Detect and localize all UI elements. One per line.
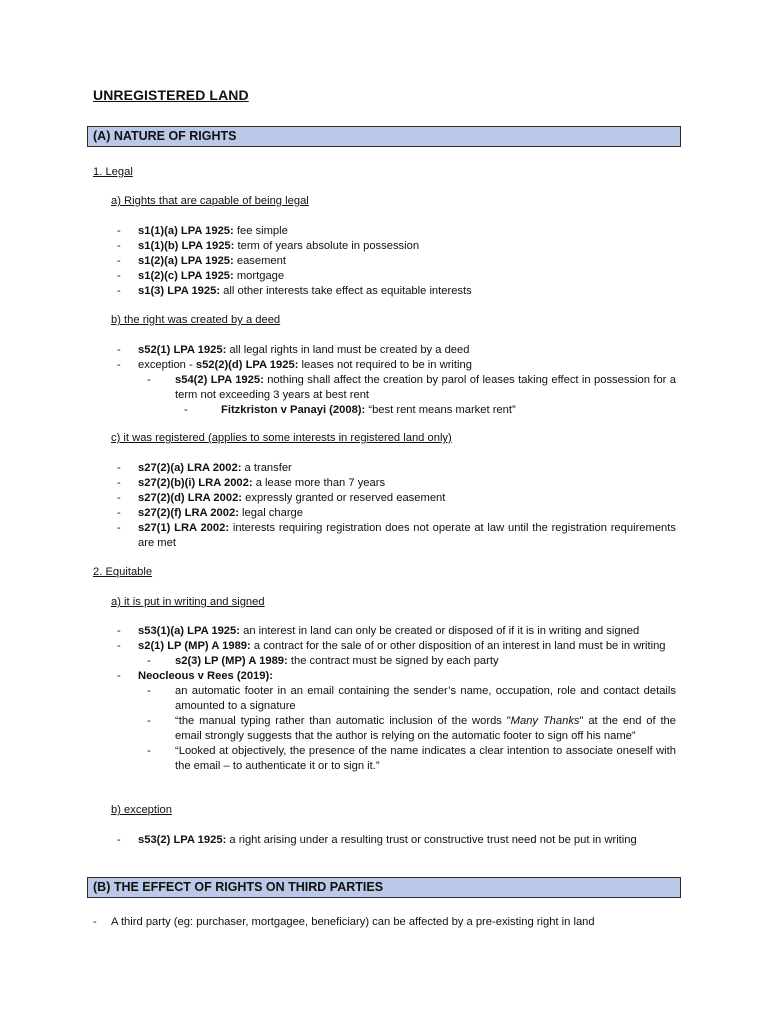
sub-sub-list — [175, 403, 676, 418]
list-item — [138, 684, 676, 714]
list-item — [111, 284, 676, 299]
item-text: legal charge — [238, 507, 303, 519]
item-text: an interest in land can only be created or disposed of if it is in writing and signed — [239, 625, 640, 637]
list-item — [138, 654, 676, 669]
case-ref: Fitzkriston v Panayi (2008): — [221, 404, 366, 416]
item-text: “best rent means market rent” — [365, 404, 516, 416]
heading-equitable-b: b) exception — [111, 804, 172, 816]
item-text: all legal rights in land must be created by a deed — [226, 344, 470, 356]
list-item — [111, 254, 676, 269]
list-item — [111, 521, 676, 551]
item-text: “Looked at objectively, the presence of the name indicates a clear intention to associate oneself with the email – to authenticate it or to sign it.” — [175, 745, 676, 772]
heading-legal-a: a) Rights that are capable of being legal — [111, 195, 309, 207]
section-heading-b: (B) THE EFFECT OF RIGHTS ON THIRD PARTIES — [87, 877, 681, 898]
item-text: mortgage — [233, 270, 285, 282]
list-item — [138, 714, 676, 744]
list-item — [111, 624, 676, 639]
item-text: nothing shall affect the creation by parol of leases taking effect in possession for a term not exceeding 3 years at best rent — [175, 374, 676, 401]
sub-list — [138, 373, 676, 418]
statute-ref: s53(2) LPA 1925: — [138, 834, 227, 846]
list-item — [93, 915, 683, 930]
item-text: easement — [233, 255, 286, 267]
heading-equitable: 2. Equitable — [93, 566, 153, 578]
statute-ref: s27(1) LRA 2002: — [138, 522, 230, 534]
statute-ref: s27(2)(d) LRA 2002: — [138, 492, 243, 504]
list-item — [111, 358, 676, 418]
statute-ref: s2(3) LP (MP) A 1989: — [175, 655, 288, 667]
item-text: a right arising under a resulting trust or constructive trust need not be put in writing — [226, 834, 637, 846]
item-text: all other interests take effect as equitable interests — [220, 285, 472, 297]
item-text: leases not required to be in writing — [298, 359, 472, 371]
item-text: a contract for the sale of or other disposition of an interest in land must be in writing — [250, 640, 666, 652]
sub-list — [138, 654, 676, 669]
writing-list — [111, 624, 676, 774]
statute-ref: s1(3) LPA 1925: — [138, 285, 221, 297]
item-text: “the manual typing rather than automatic inclusion of the words " — [175, 715, 511, 727]
heading-equitable-a: a) it is put in writing and signed — [111, 596, 265, 608]
emphasis-text: Many Thanks — [510, 715, 580, 727]
item-text: fee simple — [233, 225, 288, 237]
item-text: " at the end of the email strongly suggests that the author is relying on the automatic footer to sign off his name” — [175, 715, 676, 742]
statute-ref: s1(1)(a) LPA 1925: — [138, 225, 234, 237]
list-item — [111, 476, 676, 491]
list-item — [111, 239, 676, 254]
third-party-list — [93, 915, 683, 930]
item-text: a lease more than 7 years — [252, 477, 386, 489]
list-item — [111, 224, 676, 239]
list-item — [111, 639, 676, 669]
section-heading-a: (A) NATURE OF RIGHTS — [87, 126, 681, 147]
list-item — [111, 506, 676, 521]
heading-legal-b: b) the right was created by a deed — [111, 314, 281, 326]
statute-ref: s1(2)(c) LPA 1925: — [138, 270, 234, 282]
item-text: a transfer — [241, 462, 292, 474]
list-item — [138, 373, 676, 418]
item-text: expressly granted or reserved easement — [242, 492, 446, 504]
list-item — [111, 461, 676, 476]
sub-list — [138, 684, 676, 774]
list-item — [111, 833, 676, 848]
list-item — [111, 669, 676, 774]
statute-ref: s1(1)(b) LPA 1925: — [138, 240, 235, 252]
statute-ref: s52(1) LPA 1925: — [138, 344, 227, 356]
item-text: interests requiring registration does not operate at law until the registration requirements are met — [138, 522, 676, 549]
case-ref: Neocleous v Rees (2019): — [138, 670, 273, 682]
heading-legal-c: c) it was registered (applies to some interests in registered land only) — [111, 432, 452, 444]
list-item — [138, 744, 676, 774]
statute-ref: s27(2)(f) LRA 2002: — [138, 507, 239, 519]
list-item — [111, 491, 676, 506]
statute-ref: s27(2)(a) LRA 2002: — [138, 462, 242, 474]
statute-ref: s52(2)(d) LPA 1925: — [195, 359, 299, 371]
item-text: exception - — [138, 359, 196, 371]
item-text: term of years absolute in possession — [234, 240, 420, 252]
exception-list — [111, 833, 676, 848]
item-text: the contract must be signed by each party — [287, 655, 499, 667]
statute-ref: s54(2) LPA 1925: — [175, 374, 264, 386]
page-title: UNREGISTERED LAND — [93, 87, 249, 103]
registration-list — [111, 461, 676, 551]
item-text: A third party (eg: purchaser, mortgagee, beneficiary) can be affected by a pre-existing right in land — [111, 916, 595, 928]
list-item — [175, 403, 676, 418]
statute-ref: s27(2)(b)(i) LRA 2002: — [138, 477, 253, 489]
deed-list — [111, 343, 676, 418]
item-text: an automatic footer in an email containing the sender’s name, occupation, role and contact details amounted to a signature — [175, 685, 676, 712]
list-item — [111, 269, 676, 284]
list-item — [111, 343, 676, 358]
heading-legal: 1. Legal — [93, 166, 133, 178]
statute-ref: s1(2)(a) LPA 1925: — [138, 255, 234, 267]
legal-rights-list — [111, 224, 676, 299]
statute-ref: s2(1) LP (MP) A 1989: — [138, 640, 251, 652]
statute-ref: s53(1)(a) LPA 1925: — [138, 625, 240, 637]
